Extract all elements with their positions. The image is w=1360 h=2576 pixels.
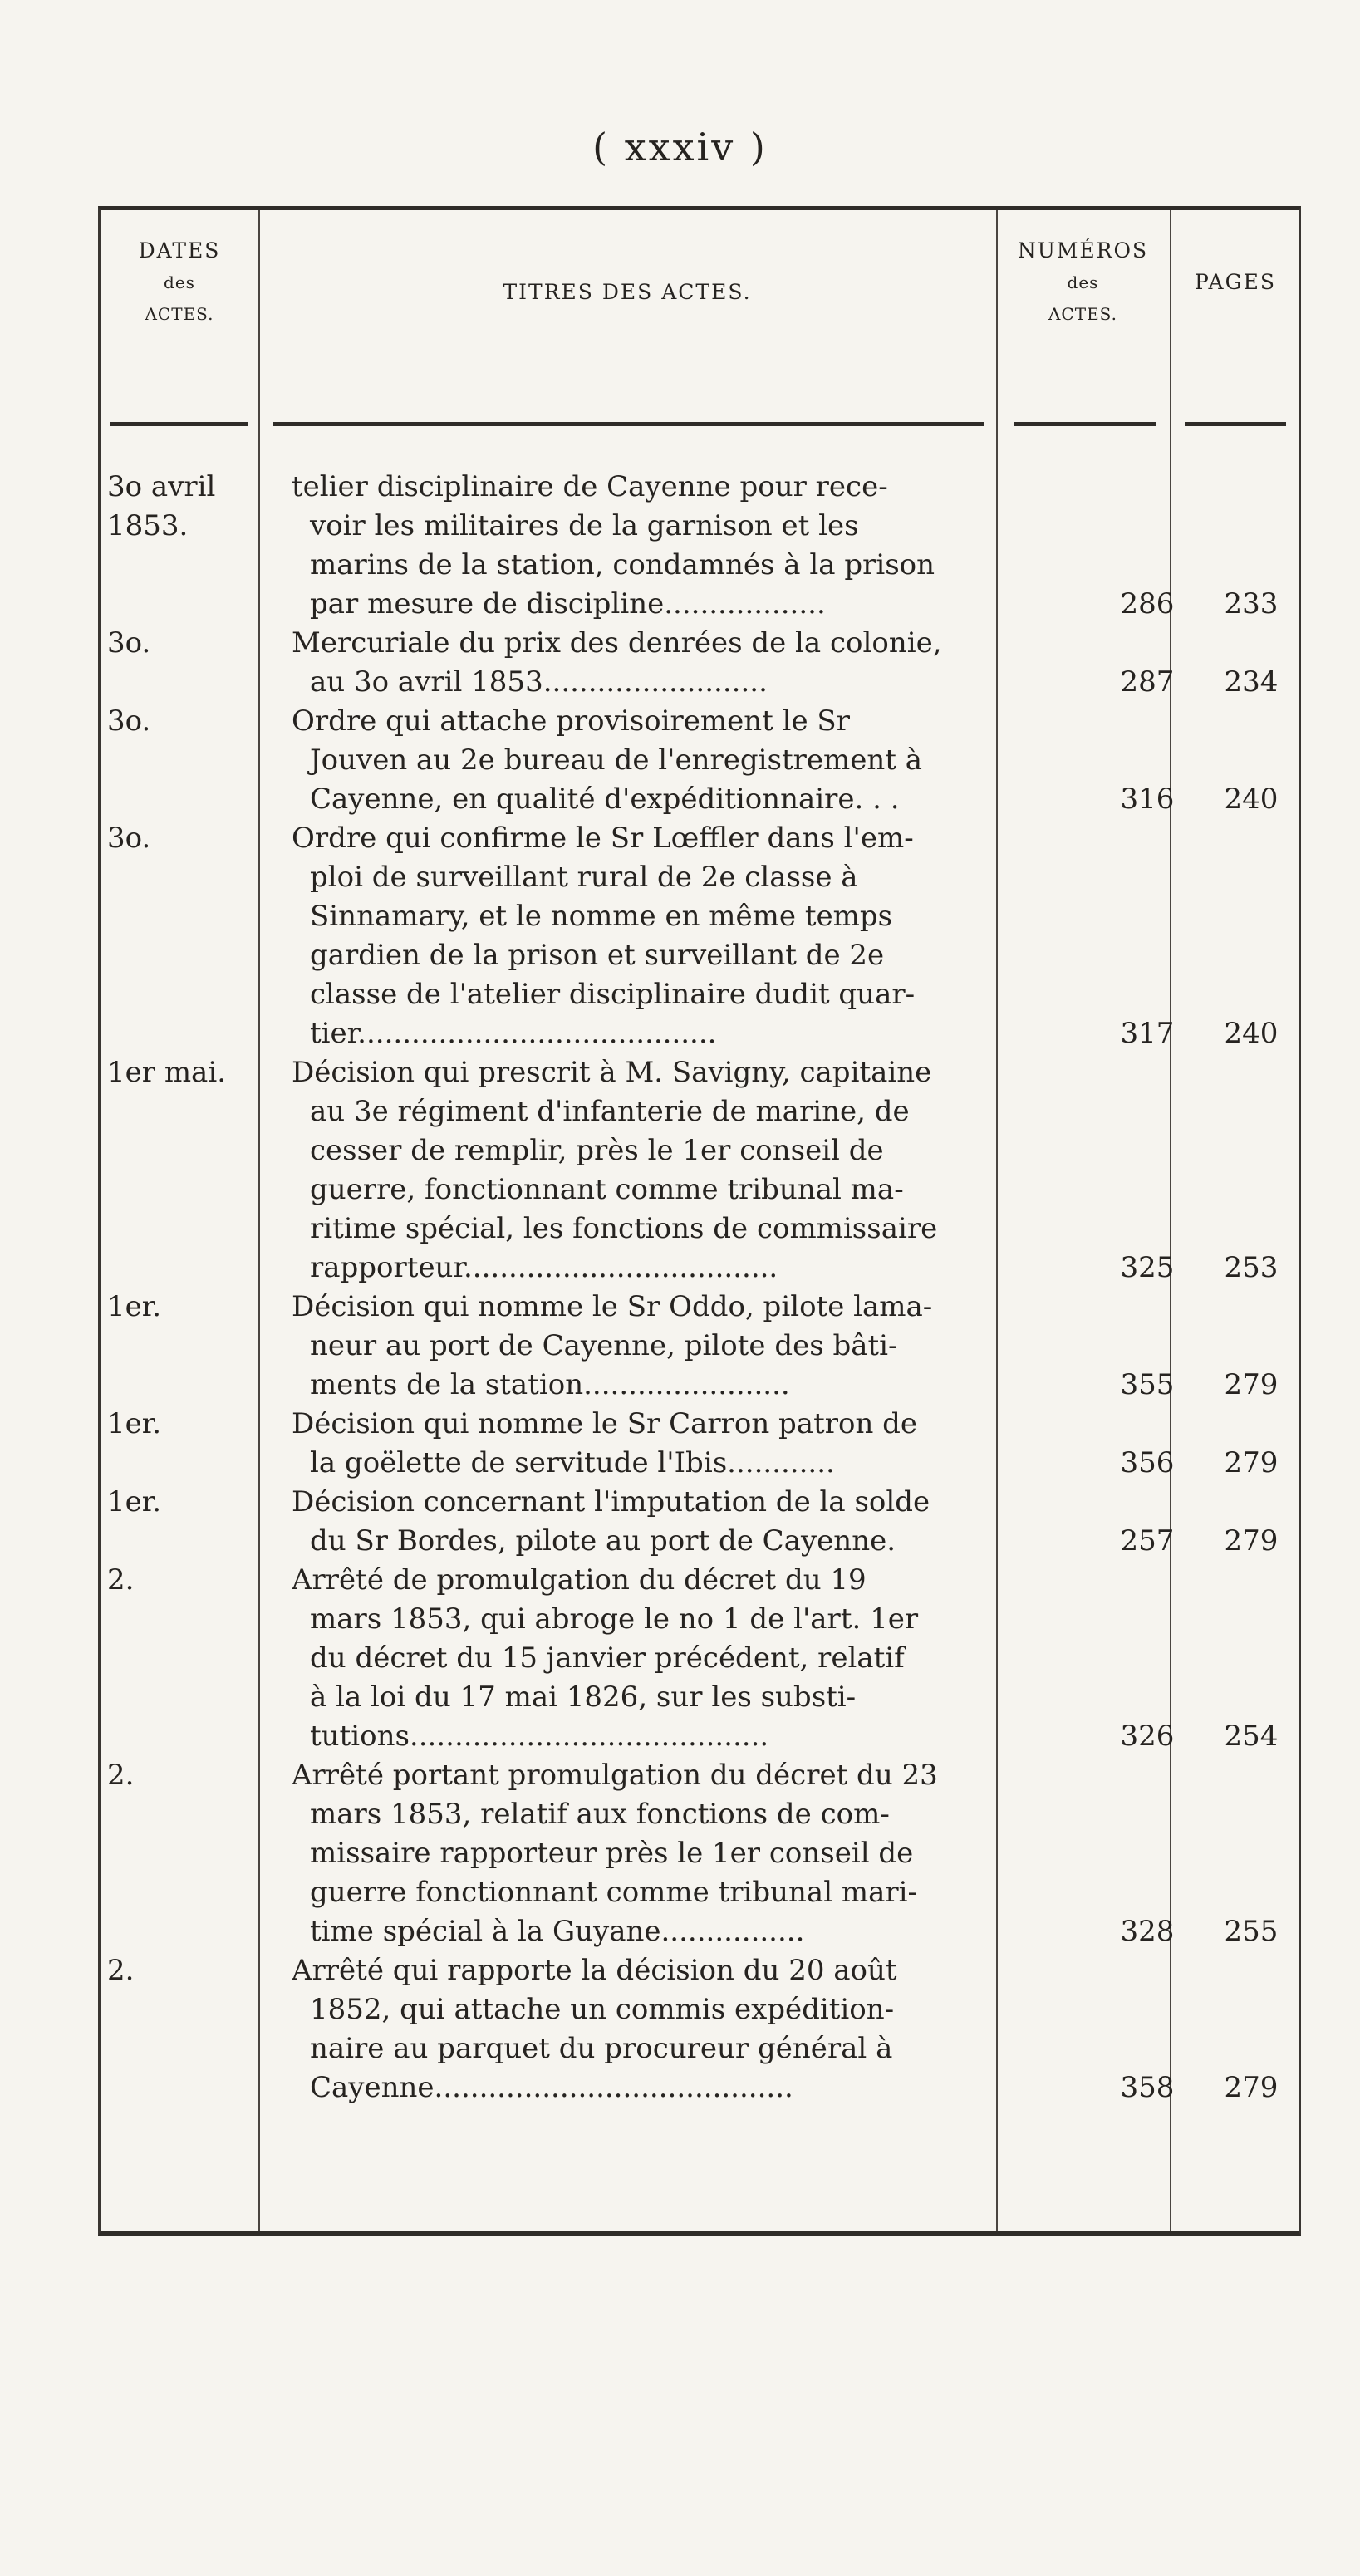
entry-title: [292, 1405, 1077, 1483]
entry-title-line: Mercuriale du prix des denrées de la colonie,: [292, 626, 942, 660]
entry-date: [107, 468, 257, 546]
entry-date-line: 3o.: [107, 626, 151, 660]
entry-numero: 257: [1120, 1524, 1175, 1558]
acts-table: [98, 206, 1301, 2236]
entry-page: 254: [1224, 1720, 1279, 1753]
entry-title-line: rapporteur...................................: [310, 1251, 778, 1284]
entry-title-line: missaire rapporteur près le 1er conseil de: [310, 1837, 914, 1870]
entry-title: [292, 1288, 1077, 1405]
entry-title-line: Sinnamary, et le nomme en même temps: [310, 900, 893, 933]
entry-title: [292, 468, 1077, 624]
entry-title-line: la goëlette de servitude l'Ibis............: [310, 1446, 835, 1479]
entry-title-line: du décret du 15 janvier précédent, relatif: [310, 1641, 905, 1675]
entry-title-line: du Sr Bordes, pilote au port de Cayenne.: [310, 1524, 896, 1558]
entry-numero: 316: [1120, 783, 1175, 816]
entry-date-line: 1er mai.: [107, 1056, 227, 1089]
entry-title-line: au 3e régiment d'infanterie de marine, de: [310, 1095, 910, 1128]
entry-date-line: 1er.: [107, 1290, 162, 1323]
column-divider: [258, 210, 260, 2231]
entry-date: [107, 702, 257, 741]
entry-date-line: 3o.: [107, 704, 151, 738]
entry-page: 279: [1224, 2071, 1279, 2104]
entry-title-line: guerre fonctionnant comme tribunal mari-: [310, 1876, 917, 1909]
entry-title-line: marins de la station, condamnés à la prison: [310, 548, 935, 581]
entry-title-line: tutions........................................: [310, 1720, 769, 1753]
entry-title-line: gardien de la prison et surveillant de 2e: [310, 939, 885, 972]
header-pages: PAGES: [1195, 270, 1276, 294]
entry-title: [292, 1951, 1077, 2107]
entry-title-line: Jouven au 2e bureau de l'enregistrement à: [310, 743, 923, 777]
entry-title-line: par mesure de discipline..................: [310, 587, 826, 621]
entry-numero: 286: [1120, 587, 1175, 621]
entry-date: [107, 1053, 257, 1092]
entry-numero: 326: [1120, 1720, 1175, 1753]
entry-title-line: à la loi du 17 mai 1826, sur les substi-: [310, 1681, 857, 1714]
entry-numero: 358: [1120, 2071, 1175, 2104]
entry-title: [292, 819, 1077, 1053]
entry-page: 255: [1224, 1915, 1279, 1948]
entry-page: 233: [1224, 587, 1279, 621]
header-dates: [101, 235, 258, 330]
header-dates-actes: ACTES.: [145, 304, 214, 324]
header-rule: [110, 422, 248, 426]
entry-date-line: 1853.: [107, 509, 189, 542]
entry-title-line: guerre, fonctionnant comme tribunal ma-: [310, 1173, 904, 1206]
entry-date: [107, 1288, 257, 1327]
entry-numero: 356: [1120, 1446, 1175, 1479]
entry-title-line: ments de la station.......................: [310, 1368, 790, 1401]
entry-title: [292, 1483, 1077, 1561]
entry-title-line: Cayenne, en qualité d'expéditionnaire. . .: [310, 783, 900, 816]
entry-page: 279: [1224, 1368, 1279, 1401]
entry-title-line: tier........................................: [310, 1017, 717, 1050]
entry-date: [107, 1483, 257, 1522]
entry-numero: 328: [1120, 1915, 1175, 1948]
entry-date: [107, 1756, 257, 1795]
entry-page: 279: [1224, 1446, 1279, 1479]
entry-date-line: 2.: [107, 1954, 135, 1987]
entry-title-line: voir les militaires de la garnison et les: [310, 509, 859, 542]
entry-numero: 325: [1120, 1251, 1175, 1284]
entry-title-line: neur au port de Cayenne, pilote des bâti-: [310, 1329, 898, 1362]
entry-title-line: telier disciplinaire de Cayenne pour rece-: [292, 470, 888, 503]
header-numeros-des: des: [1067, 272, 1099, 292]
header-numeros-actes: ACTES.: [1048, 304, 1118, 324]
entry-page: 253: [1224, 1251, 1279, 1284]
header-rule: [1185, 422, 1286, 426]
entry-title-line: mars 1853, relatif aux fonctions de com-: [310, 1798, 890, 1831]
entry-date-line: 1er.: [107, 1485, 162, 1519]
entry-date: [107, 1405, 257, 1444]
entry-title: [292, 624, 1077, 702]
entry-date: [107, 1561, 257, 1600]
entry-title-line: Arrêté de promulgation du décret du 19: [292, 1563, 867, 1597]
entry-title-line: Décision qui nomme le Sr Oddo, pilote lama-: [292, 1290, 933, 1323]
entry-title-line: ploi de surveillant rural de 2e classe à: [310, 861, 858, 894]
entry-page: 279: [1224, 1524, 1279, 1558]
entry-title-line: Ordre qui attache provisoirement le Sr: [292, 704, 850, 738]
entry-title-line: Décision qui nomme le Sr Carron patron de: [292, 1407, 918, 1440]
entry-title-line: Ordre qui confirme le Sr Lœffler dans l'em-: [292, 822, 914, 855]
entry-numero: 355: [1120, 1368, 1175, 1401]
entry-date-line: 2.: [107, 1759, 135, 1792]
entry-title: [292, 1756, 1077, 1951]
entry-date: [107, 624, 257, 663]
entry-title-line: Décision qui prescrit à M. Savigny, capitaine: [292, 1056, 932, 1089]
entry-page: 240: [1224, 1017, 1279, 1050]
entry-date: [107, 819, 257, 858]
entry-title-line: naire au parquet du procureur général à: [310, 2032, 893, 2065]
entry-title-line: ritime spécial, les fonctions de commissaire: [310, 1212, 938, 1245]
entry-title-line: classe de l'atelier disciplinaire dudit quar-: [310, 978, 916, 1011]
entry-title-line: au 3o avril 1853.........................: [310, 665, 768, 699]
header-numeros-label: NUMÉROS: [1017, 238, 1149, 263]
entry-title-line: Arrêté portant promulgation du décret du 23: [292, 1759, 938, 1792]
header-rule: [1014, 422, 1156, 426]
entry-title-line: time spécial à la Guyane................: [310, 1915, 805, 1948]
page-number: ( xxxiv ): [592, 125, 768, 169]
entry-title-line: 1852, qui attache un commis expédition-: [310, 1993, 895, 2026]
header-rule: [273, 422, 984, 426]
entry-date: [107, 1951, 257, 1990]
entry-title-line: Cayenne........................................: [310, 2071, 793, 2104]
header-dates-label: DATES: [138, 238, 221, 263]
entry-date-line: 1er.: [107, 1407, 162, 1440]
entry-numero: 317: [1120, 1017, 1175, 1050]
header-dates-des: des: [164, 272, 195, 292]
entry-numero: 287: [1120, 665, 1175, 699]
entry-title: [292, 702, 1077, 819]
header-titres: TITRES DES ACTES.: [503, 280, 752, 304]
entry-title: [292, 1053, 1077, 1288]
entry-title-line: Arrêté qui rapporte la décision du 20 août: [292, 1954, 897, 1987]
entry-title-line: Décision concernant l'imputation de la solde: [292, 1485, 930, 1519]
entry-title-line: mars 1853, qui abroge le no 1 de l'art. 1er: [310, 1602, 919, 1636]
entry-date-line: 2.: [107, 1563, 135, 1597]
entry-page: 240: [1224, 783, 1279, 816]
entry-date-line: 3o.: [107, 822, 151, 855]
entry-title-line: cesser de remplir, près le 1er conseil de: [310, 1134, 884, 1167]
entry-page: 234: [1224, 665, 1279, 699]
entry-title: [292, 1561, 1077, 1756]
header-numeros: [996, 235, 1170, 330]
entry-date-line: 3o avril: [107, 470, 216, 503]
